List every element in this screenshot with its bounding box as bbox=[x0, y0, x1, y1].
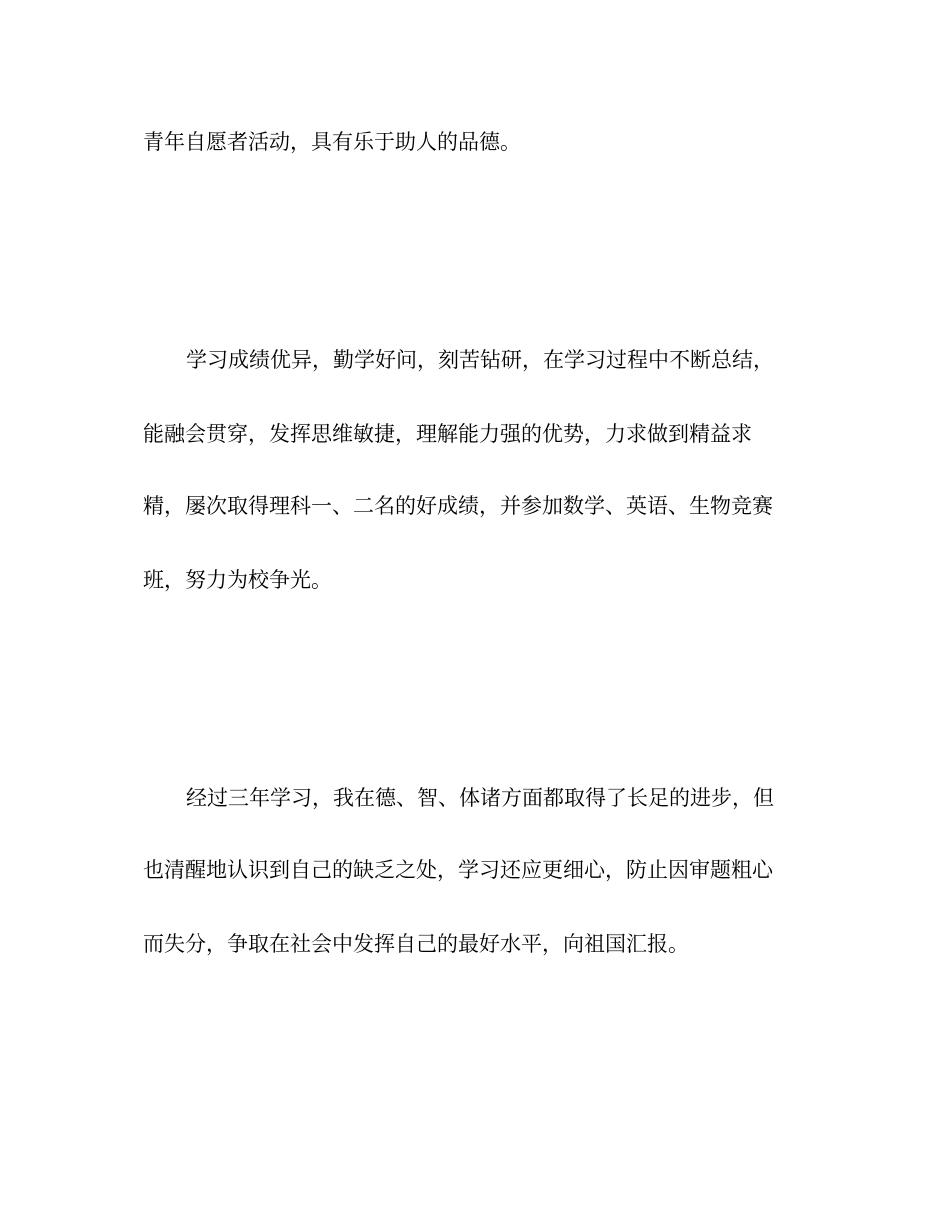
paragraph-line: 学习成绩优异，勤学好问，刻苦钻研，在学习过程中不断总结， bbox=[186, 348, 774, 372]
paragraph-line: 精，屡次取得理科一、二名的好成绩，并参加数学、英语、生物竞赛 bbox=[143, 494, 773, 518]
paragraph-line: 能融会贯穿，发挥思维敏捷，理解能力强的优势，力求做到精益求 bbox=[143, 422, 752, 446]
paragraph-line: 青年自愿者活动，具有乐于助人的品德。 bbox=[143, 130, 521, 154]
paragraph-line: 班，努力为校争光。 bbox=[143, 568, 332, 592]
paragraph-line: 经过三年学习，我在德、智、体诸方面都取得了长足的进步，但 bbox=[186, 786, 774, 810]
paragraph-line: 而失分，争取在社会中发挥自己的最好水平，向祖国汇报。 bbox=[143, 932, 689, 956]
paragraph-line: 也清醒地认识到自己的缺乏之处，学习还应更细心，防止因审题粗心 bbox=[143, 858, 773, 882]
